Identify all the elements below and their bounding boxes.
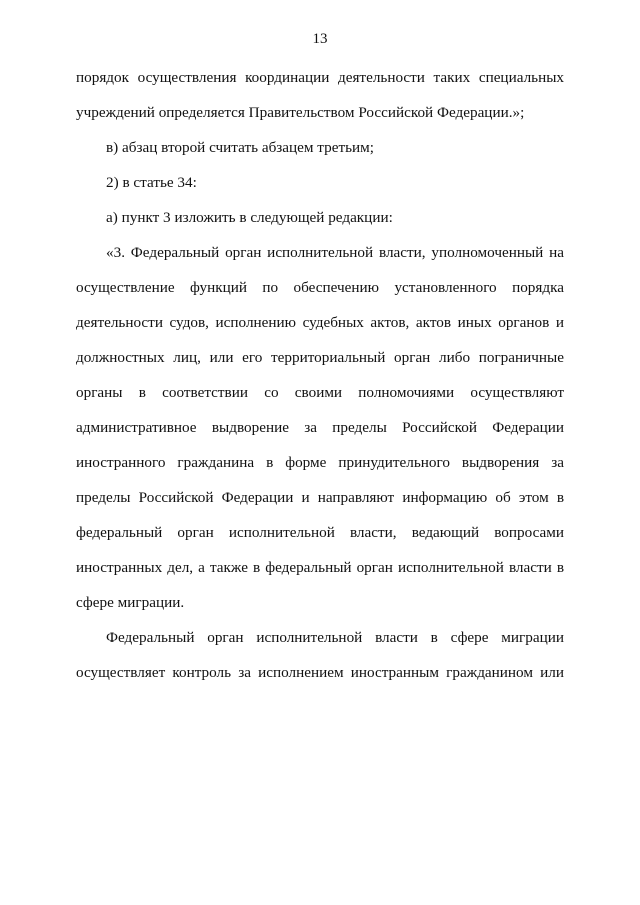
text-line: «3. Федеральный орган исполнительной власти, уполномоченный на [106, 244, 564, 261]
text-line: осуществление функций по обеспечению установленного порядка [76, 279, 564, 296]
text-line: 2) в статье 34: [106, 174, 197, 191]
page-number: 13 [312, 31, 328, 47]
text-line: осуществляет контроль за исполнением иностранным гражданином или [76, 664, 564, 681]
text-line: деятельности судов, исполнению судебных актов, актов иных органов и [76, 314, 564, 331]
text-line: федеральный орган исполнительной власти, ведающий вопросами [76, 524, 564, 541]
text-line: сфере миграции. [76, 594, 185, 611]
text-line: пределы Российской Федерации и направляют информацию об этом в [76, 489, 564, 506]
text-line: учреждений определяется Правительством Российской Федерации.»; [76, 104, 525, 121]
text-line: иностранного гражданина в форме принудительного выдворения за [76, 454, 564, 471]
text-line: а) пункт 3 изложить в следующей редакции: [106, 209, 393, 226]
text-line: порядок осуществления координации деятельности таких специальных [76, 69, 564, 86]
text-line: Федеральный орган исполнительной власти в сфере миграции [106, 629, 564, 646]
text-line: административное выдворение за пределы Российской Федерации [76, 419, 564, 436]
text-line: органы в соответствии со своими полномочиями осуществляют [76, 384, 564, 401]
text-line: должностных лиц, или его территориальный орган либо пограничные [76, 349, 564, 366]
text-line: в) абзац второй считать абзацем третьим; [106, 139, 374, 156]
text-line: иностранных дел, а также в федеральный орган исполнительной власти в [76, 559, 564, 576]
